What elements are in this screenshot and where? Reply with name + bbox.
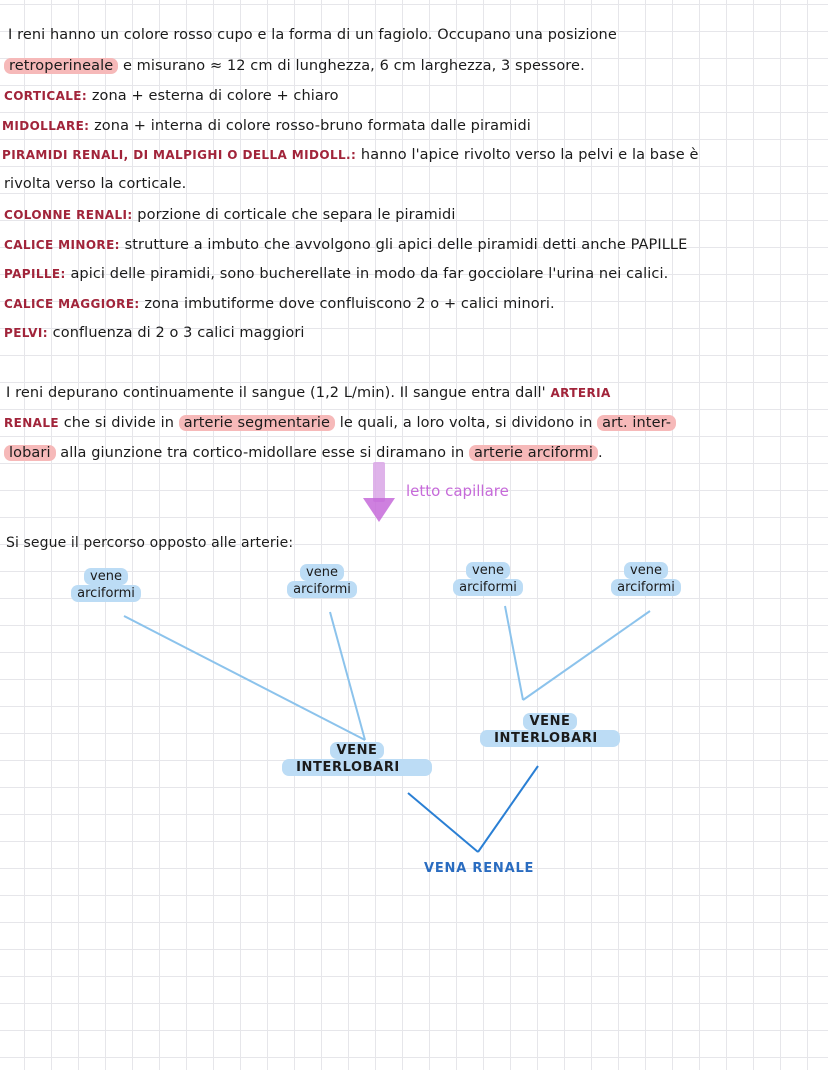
node-label: VENE <box>330 742 383 759</box>
term-calice-maggiore: CALICE MAGGIORE: <box>4 297 140 311</box>
para2-text: alla giunzione tra cortico-midollare esse si diramano in <box>55 445 469 461</box>
def-text: apici delle piramidi, sono bucherellate in modo da far gocciolare l'urina nei calici. <box>65 266 669 282</box>
term-corticale: CORTICALE: <box>4 89 88 103</box>
para2-text: I reni depurano continuamente il sangue (1,2 L/min). Il sangue entra dall' <box>6 385 551 401</box>
intro-line-2-rest: e misurano ≈ 12 cm di lunghezza, 6 cm larghezza, 3 spessore. <box>118 58 585 74</box>
tree-line <box>505 606 523 700</box>
def-piramidi-cont: rivolta verso la corticale. <box>4 176 187 192</box>
term-midollare: MIDOLLARE: <box>2 119 90 133</box>
node-vena-renale: VENA RENALE <box>424 861 535 876</box>
highlight-retroperineale: retroperineale <box>4 58 118 74</box>
def-text: confluenza di 2 o 3 calici maggiori <box>47 325 305 341</box>
def-text: zona + interna di colore rosso-bruno formata dalle piramidi <box>89 118 531 134</box>
node-label: VENE <box>523 713 576 730</box>
def-text: hanno l'apice rivolto verso la pelvi e la base è <box>356 147 699 163</box>
highlight-arterie-arciformi: arterie arciformi <box>469 445 598 461</box>
letto-capillare-label: letto capillare <box>406 482 509 500</box>
node-vene-arciformi-3 <box>432 562 544 596</box>
highlight-arterie-segmentarie: arterie segmentarie <box>179 415 335 431</box>
para2-text: . <box>598 445 603 461</box>
def-text: strutture a imbuto che avvolgono gli apici delle piramidi detti anche PAPILLE <box>119 237 688 253</box>
node-label: vene <box>300 564 344 581</box>
def-text: zona + esterna di colore + chiaro <box>87 88 339 104</box>
node-label: INTERLOBARI <box>282 759 432 776</box>
node-label: INTERLOBARI <box>480 730 620 747</box>
node-label: arciformi <box>611 579 681 596</box>
term-calice-minore: CALICE MINORE: <box>4 238 120 252</box>
node-label: vene <box>84 568 128 585</box>
term-renale: RENALE <box>4 416 60 430</box>
para2-text: le quali, a loro volta, si dividono in <box>335 415 598 431</box>
highlight-art-inter: art. inter- <box>597 415 676 431</box>
highlight-lobari: lobari <box>4 445 56 461</box>
tree-line <box>523 611 650 700</box>
tree-line <box>408 793 478 852</box>
node-label: arciformi <box>453 579 523 596</box>
term-colonne-renali: COLONNE RENALI: <box>4 208 133 222</box>
term-arteria: ARTERIA <box>550 386 611 400</box>
term-papille: PAPILLE: <box>4 267 66 281</box>
def-text: zona imbutiforme dove confluiscono 2 o + calici minori. <box>139 296 555 312</box>
tree-line <box>124 616 365 740</box>
intro-line-1: I reni hanno un colore rosso cupo e la forma di un fagiolo. Occupano una posizione <box>8 27 617 43</box>
term-pelvi: PELVI: <box>4 326 48 340</box>
node-vene-arciformi-4 <box>590 562 702 596</box>
section-label: Si segue il percorso opposto alle arterie: <box>6 535 294 551</box>
tree-line <box>478 766 538 852</box>
node-label: vene <box>466 562 510 579</box>
node-vene-interlobari-1 <box>272 742 442 776</box>
def-text: porzione di corticale che separa le piramidi <box>132 207 456 223</box>
term-piramidi: PIRAMIDI RENALI, DI MALPIGHI O DELLA MIDOLL.: <box>2 148 357 162</box>
node-vene-interlobari-2 <box>470 713 630 747</box>
para2-text: che si divide in <box>59 415 179 431</box>
node-vene-arciformi-1 <box>50 568 162 602</box>
node-vene-arciformi-2 <box>266 564 378 598</box>
node-label: vene <box>624 562 668 579</box>
node-label: arciformi <box>287 581 357 598</box>
tree-line <box>330 612 365 740</box>
node-label: arciformi <box>71 585 141 602</box>
